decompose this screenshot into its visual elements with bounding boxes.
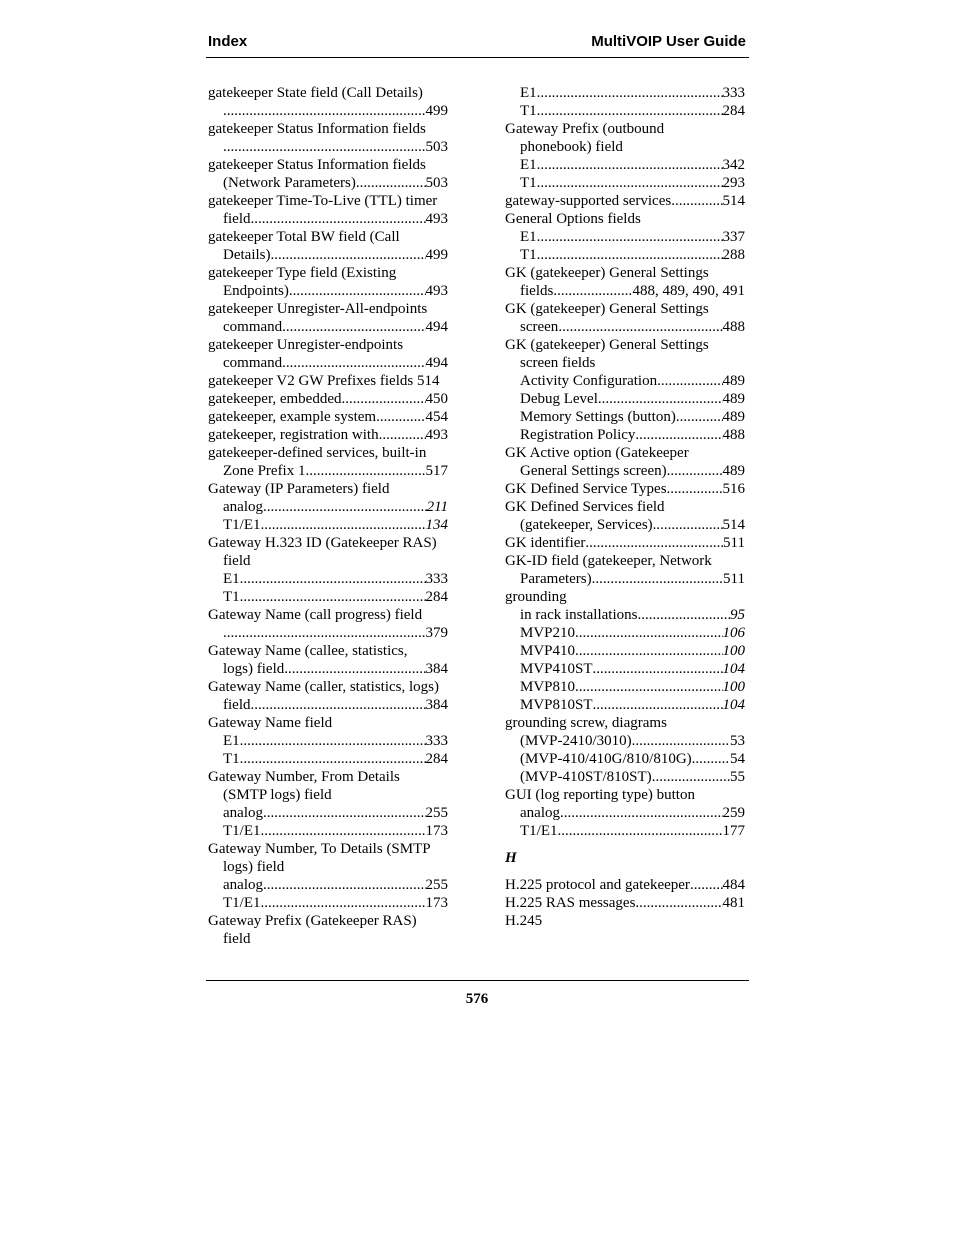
index-subentry [208, 354, 448, 372]
dot-leader [263, 876, 426, 894]
index-subentry [208, 732, 448, 750]
dot-leader [379, 426, 426, 444]
index-subentry [505, 318, 745, 336]
index-subentry [208, 516, 448, 534]
index-section-letter: H [505, 850, 517, 866]
page-reference: 177 [722, 823, 745, 839]
entry-term: E1 [520, 157, 537, 173]
entry-term: E1 [223, 571, 240, 587]
page-reference: 54 [730, 751, 745, 767]
index-subentry [505, 678, 745, 696]
page-reference: 255 [425, 805, 448, 821]
dot-leader [223, 624, 426, 642]
page-reference: 450 [425, 391, 448, 407]
index-subentry: screen fields [520, 355, 596, 371]
entry-term: screen [520, 319, 559, 335]
entry-term: T1/E1 [223, 895, 261, 911]
page-reference: 284 [722, 103, 745, 119]
page-reference: 384 [425, 661, 448, 677]
dot-leader [585, 534, 723, 552]
page-reference: 284 [425, 589, 448, 605]
page-reference: 104 [722, 697, 745, 713]
dot-leader [593, 696, 723, 714]
page-reference: 333 [425, 571, 448, 587]
entry-term: Activity Configuration [520, 373, 658, 389]
running-header-section: Index [208, 33, 248, 50]
dot-leader [537, 84, 723, 102]
dot-leader [356, 174, 426, 192]
entry-term: command [223, 355, 283, 371]
dot-leader [305, 462, 425, 480]
index-subentry [505, 426, 745, 444]
dot-leader [652, 768, 730, 786]
index-subentry [208, 498, 448, 516]
index-subentry [208, 696, 448, 714]
dot-leader [558, 318, 722, 336]
page-reference: 259 [722, 805, 745, 821]
index-entry: GK Active option (Gatekeeper [505, 445, 689, 461]
index-column-left [208, 84, 448, 948]
dot-leader [537, 246, 723, 264]
entry-term: T1 [520, 103, 537, 119]
index-entry: Gateway Number, To Details (SMTP [208, 841, 431, 857]
page-reference: 499 [425, 103, 448, 119]
dot-leader [598, 390, 723, 408]
entry-term: gatekeeper, embedded [208, 391, 342, 407]
dot-leader [537, 228, 723, 246]
page-reference: 481 [722, 895, 745, 911]
dot-leader [558, 822, 723, 840]
index-subentry [208, 570, 448, 588]
index-subentry [505, 624, 745, 642]
dot-leader [667, 462, 723, 480]
index-subentry [208, 462, 448, 480]
index-entry: grounding screw, diagrams [505, 715, 667, 731]
index-subentry [505, 804, 745, 822]
index-subentry [208, 318, 448, 336]
dot-leader [632, 732, 730, 750]
dot-leader [240, 570, 426, 588]
index-entry: General Options fields [505, 211, 641, 227]
dot-leader [263, 498, 427, 516]
page-reference: 493 [425, 427, 448, 443]
entry-term: MVP810ST [520, 697, 593, 713]
entry-term: in rack installations [520, 607, 638, 623]
index-entry: grounding [505, 589, 567, 605]
page-reference: 489 [722, 463, 745, 479]
page-reference: 454 [425, 409, 448, 425]
index-subentry [505, 372, 745, 390]
entry-term: GK Defined Service Types [505, 481, 667, 497]
index-subentry [505, 462, 745, 480]
entry-term: MVP210 [520, 625, 576, 641]
index-subentry [505, 516, 745, 534]
page-reference: 489 [722, 409, 745, 425]
index-entry: GK-ID field (gatekeeper, Network [505, 553, 712, 569]
footer-rule [206, 980, 749, 981]
index-entry: gatekeeper Total BW field (Call [208, 229, 400, 245]
page-reference: 293 [722, 175, 745, 191]
index-entry: gatekeeper Status Information fields [208, 121, 426, 137]
dot-leader [240, 750, 426, 768]
index-entry: gatekeeper Unregister-endpoints [208, 337, 404, 353]
dot-leader [635, 426, 722, 444]
dot-leader [653, 516, 723, 534]
index-entry: Gateway Prefix (Gatekeeper RAS) [208, 913, 417, 929]
dot-leader [667, 480, 723, 498]
page-reference: 516 [722, 481, 745, 497]
dot-leader [575, 678, 722, 696]
page-reference: 284 [425, 751, 448, 767]
index-subentry [505, 408, 745, 426]
entry-term: MVP810 [520, 679, 576, 695]
page-reference: 100 [722, 679, 745, 695]
index-entry [505, 192, 745, 210]
entry-term: Registration Policy [520, 427, 636, 443]
page-reference: 488, 489, 490, 491 [632, 283, 745, 299]
dot-leader [282, 318, 425, 336]
entry-term: E1 [520, 229, 537, 245]
running-header-title: MultiVOIP User Guide [591, 33, 746, 50]
entry-term: Details) [223, 247, 271, 263]
page-reference: 100 [722, 643, 745, 659]
index-entry: gatekeeper Type field (Existing [208, 265, 397, 281]
index-subentry: phonebook) field [520, 139, 623, 155]
index-entry: gatekeeper Unregister-All-endpoints [208, 301, 428, 317]
dot-leader [592, 570, 723, 588]
index-entry [505, 876, 745, 894]
index-entry: Gateway H.323 ID (Gatekeeper RAS) [208, 535, 437, 551]
entry-term: Debug Level [520, 391, 598, 407]
dot-leader [376, 408, 425, 426]
index-subentry [505, 660, 745, 678]
index-entry [208, 426, 448, 444]
index-entry: Gateway Name (callee, statistics, [208, 643, 408, 659]
entry-term: analog [223, 877, 263, 893]
index-entry: Gateway Name (call progress) field [208, 607, 423, 623]
entry-term: GK identifier [505, 535, 586, 551]
entry-term: fields [520, 283, 554, 299]
entry-term: T1 [520, 175, 537, 191]
index-entry: GK (gatekeeper) General Settings [505, 337, 709, 353]
index-entry [208, 408, 448, 426]
index-subentry [505, 102, 745, 120]
dot-leader [553, 282, 632, 300]
index-subentry [208, 174, 448, 192]
entry-term: T1/E1 [223, 823, 261, 839]
index-entry: Gateway (IP Parameters) field [208, 481, 390, 497]
index-subentry [208, 876, 448, 894]
index-subentry [208, 894, 448, 912]
index-entry [208, 390, 448, 408]
index-entry: gatekeeper Status Information fields [208, 157, 426, 173]
page-reference: 173 [425, 823, 448, 839]
dot-leader [240, 732, 426, 750]
index-subentry [505, 228, 745, 246]
dot-leader [240, 588, 426, 606]
dot-leader [223, 138, 426, 156]
index-subentry [505, 174, 745, 192]
index-entry: gatekeeper State field (Call Details) [208, 85, 423, 101]
index-subentry [208, 138, 448, 156]
dot-leader [692, 750, 730, 768]
dot-leader [261, 822, 426, 840]
index-entry: gatekeeper Time-To-Live (TTL) timer [208, 193, 438, 209]
dot-leader [690, 876, 723, 894]
index-subentry: field [223, 931, 251, 947]
index-entry: Gateway Name field [208, 715, 333, 731]
page-reference: 106 [722, 625, 745, 641]
page-reference: 503 [425, 175, 448, 191]
page-reference: 173 [425, 895, 448, 911]
entry-term: T1 [520, 247, 537, 263]
page-reference: 288 [722, 247, 745, 263]
dot-leader [284, 660, 425, 678]
page-reference: 53 [730, 733, 745, 749]
index-subentry [505, 750, 745, 768]
index-entry: Gateway Number, From Details [208, 769, 400, 785]
page-reference: 503 [425, 139, 448, 155]
index-subentry [505, 642, 745, 660]
index-subentry [505, 390, 745, 408]
index-entry [505, 894, 745, 912]
index-entry: GK (gatekeeper) General Settings [505, 265, 709, 281]
page-reference: 488 [722, 319, 745, 335]
index-subentry [505, 84, 745, 102]
index-entry: H.245 [505, 913, 543, 929]
index-subentry [208, 624, 448, 642]
entry-term: Zone Prefix 1 [223, 463, 306, 479]
dot-leader [560, 804, 723, 822]
index-subentry [208, 804, 448, 822]
page-reference: 211 [426, 499, 448, 515]
entry-term: analog [223, 805, 263, 821]
index-entry [505, 534, 745, 552]
page-reference: 95 [730, 607, 745, 623]
entry-term: Parameters) [520, 571, 592, 587]
page-reference: 493 [425, 211, 448, 227]
index-subentry: logs) field [223, 859, 285, 875]
page-reference: 337 [722, 229, 745, 245]
page-reference: 342 [722, 157, 745, 173]
entry-term: gateway-supported services [505, 193, 672, 209]
page-reference: 104 [722, 661, 745, 677]
entry-term: command [223, 319, 283, 335]
index-subentry [505, 246, 745, 264]
index-subentry [505, 732, 745, 750]
index-subentry [505, 570, 745, 588]
page-reference: 511 [723, 535, 745, 551]
index-subentry [505, 768, 745, 786]
header-rule [206, 57, 749, 58]
entry-term: (Network Parameters) [223, 175, 356, 191]
page-reference: 379 [425, 625, 448, 641]
index-subentry [208, 588, 448, 606]
page-reference: 514 [722, 193, 745, 209]
entry-term: field [223, 697, 251, 713]
entry-term: E1 [520, 85, 537, 101]
index-subentry [505, 282, 745, 300]
entry-term: Endpoints) [223, 283, 289, 299]
page-reference: 484 [722, 877, 745, 893]
page-reference: 333 [722, 85, 745, 101]
index-entry: Gateway Prefix (outbound [505, 121, 665, 137]
index-entry: GK (gatekeeper) General Settings [505, 301, 709, 317]
entry-term: analog [520, 805, 560, 821]
index-subentry [208, 246, 448, 264]
entry-term: gatekeeper, registration with [208, 427, 379, 443]
page-reference: 517 [425, 463, 448, 479]
entry-term: (MVP-2410/3010) [520, 733, 632, 749]
entry-term: MVP410ST [520, 661, 593, 677]
page-reference: 511 [723, 571, 745, 587]
dot-leader [537, 102, 723, 120]
dot-leader [537, 156, 723, 174]
page-reference: 55 [730, 769, 745, 785]
page-reference: 514 [722, 517, 745, 533]
index-subentry [505, 156, 745, 174]
dot-leader [676, 408, 723, 426]
index-entry [505, 480, 745, 498]
dot-leader [637, 606, 730, 624]
dot-leader [537, 174, 723, 192]
dot-leader [593, 660, 723, 678]
page-reference: 488 [722, 427, 745, 443]
page-reference: 333 [425, 733, 448, 749]
page-reference: 489 [722, 373, 745, 389]
entry-term: T1 [223, 751, 240, 767]
index-subentry [505, 696, 745, 714]
page-number: 576 [465, 991, 489, 1007]
index-subentry [505, 606, 745, 624]
dot-leader [635, 894, 722, 912]
page-reference: 489 [722, 391, 745, 407]
page-reference: 493 [425, 283, 448, 299]
index-entry: Gateway Name (caller, statistics, logs) [208, 679, 439, 695]
dot-leader [251, 696, 426, 714]
entry-term: MVP410 [520, 643, 576, 659]
index-entry: gatekeeper-defined services, built-in [208, 445, 427, 461]
entry-term: H.225 RAS messages [505, 895, 636, 911]
entry-term: T1/E1 [223, 517, 261, 533]
page-reference: 494 [425, 319, 448, 335]
entry-term: T1 [223, 589, 240, 605]
entry-term: T1/E1 [520, 823, 558, 839]
index-subentry [208, 660, 448, 678]
index-subentry [208, 282, 448, 300]
index-column-right [505, 84, 745, 930]
dot-leader [261, 894, 426, 912]
index-subentry: (SMTP logs) field [223, 787, 332, 803]
dot-leader [657, 372, 722, 390]
page-reference: 494 [425, 355, 448, 371]
dot-leader [223, 102, 426, 120]
dot-leader [289, 282, 426, 300]
dot-leader [282, 354, 425, 372]
dot-leader [251, 210, 426, 228]
entry-term: H.225 protocol and gatekeeper [505, 877, 690, 893]
page-reference: 384 [425, 697, 448, 713]
dot-leader [671, 192, 722, 210]
index-entry: GUI (log reporting type) button [505, 787, 695, 803]
entry-term: (gatekeeper, Services) [520, 517, 653, 533]
dot-leader [575, 624, 722, 642]
entry-term: (MVP-410ST/810ST) [520, 769, 652, 785]
index-entry: GK Defined Services field [505, 499, 665, 515]
index-subentry [208, 102, 448, 120]
index-subentry [208, 822, 448, 840]
index-entry: gatekeeper V2 GW Prefixes fields 514 [208, 373, 440, 389]
entry-term: field [223, 211, 251, 227]
page-reference: 255 [425, 877, 448, 893]
dot-leader [575, 642, 722, 660]
index-subentry [208, 750, 448, 768]
entry-term: analog [223, 499, 263, 515]
page-reference: 499 [425, 247, 448, 263]
dot-leader [342, 390, 426, 408]
index-subentry: field [223, 553, 251, 569]
entry-term: (MVP-410/410G/810/810G) [520, 751, 692, 767]
entry-term: logs) field [223, 661, 285, 677]
entry-term: gatekeeper, example system [208, 409, 377, 425]
dot-leader [261, 516, 426, 534]
page-reference: 134 [425, 517, 448, 533]
dot-leader [270, 246, 425, 264]
index-subentry [208, 210, 448, 228]
index-subentry [505, 822, 745, 840]
dot-leader [263, 804, 426, 822]
entry-term: General Settings screen) [520, 463, 667, 479]
entry-term: E1 [223, 733, 240, 749]
entry-term: Memory Settings (button) [520, 409, 676, 425]
